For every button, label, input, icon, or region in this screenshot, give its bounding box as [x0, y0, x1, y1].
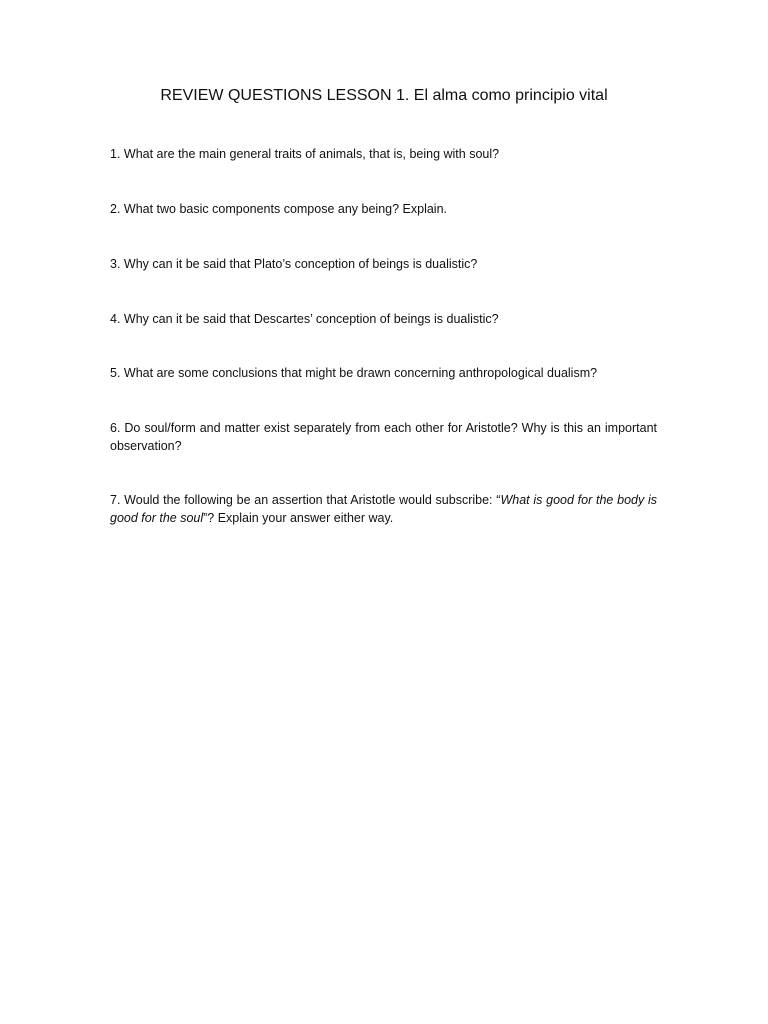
question-5: 5. What are some conclusions that might be drawn concerning anthropological dualism? [110, 366, 598, 380]
question-6: 6. Do soul/form and matter exist separately from each other for Aristotle? Why is this an important observation? [110, 421, 657, 453]
question-3: 3. Why can it be said that Plato’s conception of beings is dualistic? [110, 257, 478, 271]
question-1: 1. What are the main general traits of animals, that is, being with soul? [110, 147, 500, 161]
question-7 [110, 491, 657, 527]
document-title: REVIEW QUESTIONS LESSON 1. El alma como principio vital [160, 87, 608, 104]
question-7-prefix: 7. Would the following be an assertion that Aristotle would subscribe: “ [110, 493, 501, 507]
question-7-suffix: ”? Explain your answer either way. [203, 511, 394, 525]
question-4: 4. Why can it be said that Descartes’ conception of beings is dualistic? [110, 312, 499, 326]
question-7-quote: What is good for the body is good for the soul [110, 493, 657, 525]
question-2: 2. What two basic components compose any being? Explain. [110, 202, 447, 216]
